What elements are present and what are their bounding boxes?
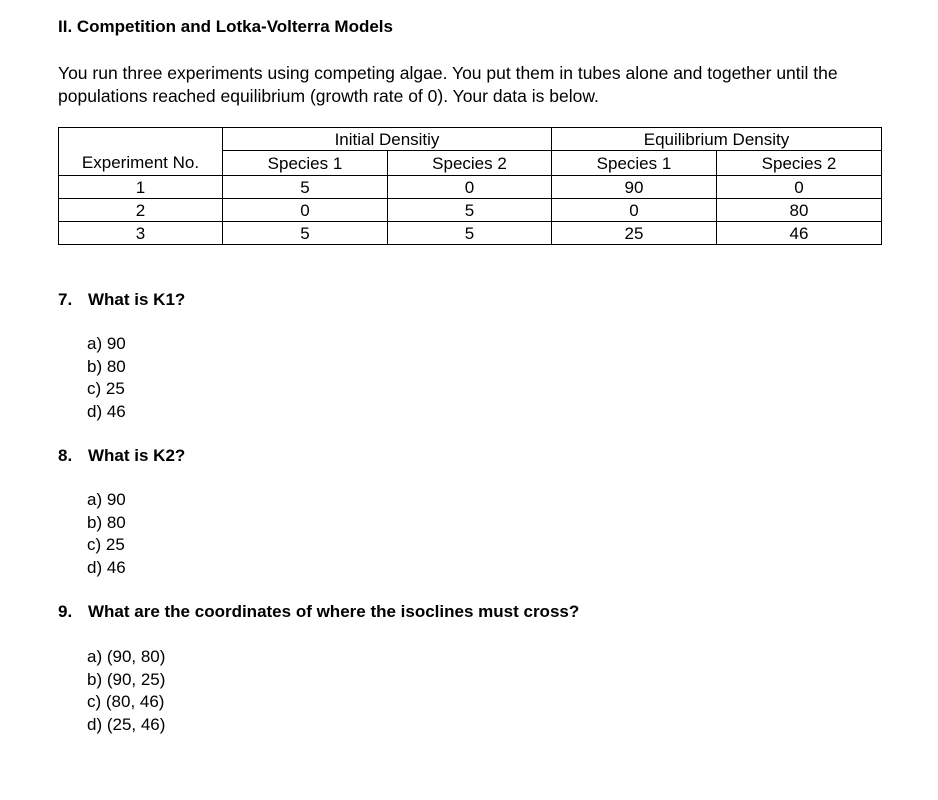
question-text: What is K1? — [88, 290, 186, 309]
answer-option: c) 25 — [87, 379, 125, 398]
table-row — [59, 176, 882, 199]
group-header-initial-density: Initial Densitiy — [223, 128, 552, 151]
question-8 — [58, 446, 185, 466]
table-cell: 0 — [223, 199, 388, 222]
table-cell: 5 — [223, 222, 388, 245]
answer-option: c) 25 — [87, 535, 125, 554]
question-9 — [58, 602, 579, 622]
table-cell: 80 — [717, 199, 882, 222]
table-group-header-row — [59, 128, 882, 151]
table-row — [59, 199, 882, 222]
column-header: Experiment No. — [59, 151, 223, 176]
table-corner-cell — [59, 128, 223, 151]
answer-option: b) 80 — [87, 512, 126, 532]
table-cell: 90 — [552, 176, 717, 199]
table-cell: 46 — [717, 222, 882, 245]
question-number: 7. — [58, 290, 73, 309]
column-header: Species 1 — [552, 151, 717, 176]
question-8-options — [87, 489, 126, 579]
question-number: 8. — [58, 446, 73, 465]
table-cell: 25 — [552, 222, 717, 245]
question-text: What are the coordinates of where the isoclines must cross? — [88, 602, 580, 621]
table-cell: 2 — [59, 199, 223, 222]
answer-option: b) 80 — [87, 356, 126, 376]
answer-option: c) (80, 46) — [87, 692, 165, 711]
question-number: 9. — [58, 602, 73, 621]
table-row — [59, 222, 882, 245]
group-header-equilibrium-density: Equilibrium Density — [552, 128, 882, 151]
table-cell: 5 — [388, 222, 552, 245]
answer-option: d) (25, 46) — [87, 714, 166, 734]
table-cell: 0 — [717, 176, 882, 199]
equilibrium-data-table — [58, 127, 882, 245]
answer-option: b) (90, 25) — [87, 669, 166, 689]
column-header: Species 2 — [717, 151, 882, 176]
intro-paragraph: You run three experiments using competing algae. You put them in tubes alone and together until the populations reached equilibrium (growth rate of 0). Your data is below. — [58, 63, 838, 106]
table-cell: 0 — [552, 199, 717, 222]
question-text: What is K2? — [88, 446, 186, 465]
table-column-header-row — [59, 151, 882, 176]
table-cell: 1 — [59, 176, 223, 199]
answer-option: d) 46 — [87, 401, 126, 421]
table-cell: 5 — [388, 199, 552, 222]
column-header: Species 2 — [388, 151, 552, 176]
table-cell: 5 — [223, 176, 388, 199]
table-cell: 3 — [59, 222, 223, 245]
table-cell: 0 — [388, 176, 552, 199]
question-7-options — [87, 333, 126, 423]
answer-option: a) 90 — [87, 334, 126, 353]
column-header: Species 1 — [223, 151, 388, 176]
question-9-options — [87, 646, 165, 736]
answer-option: d) 46 — [87, 557, 126, 577]
answer-option: a) 90 — [87, 490, 126, 509]
question-7 — [58, 290, 185, 310]
section-title: II. Competition and Lotka-Volterra Models — [58, 17, 393, 36]
answer-option: a) (90, 80) — [87, 647, 166, 666]
